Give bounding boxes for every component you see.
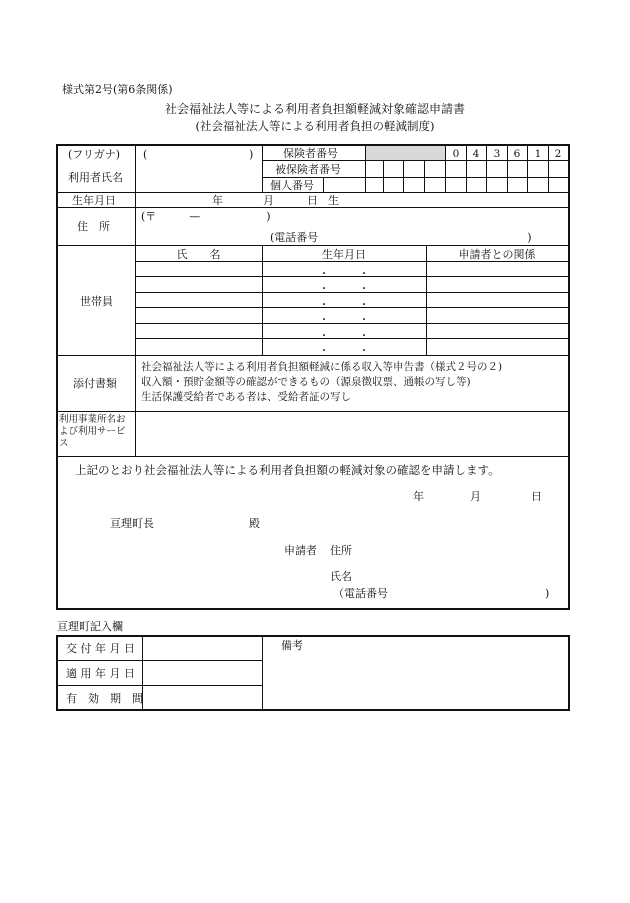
insurer-number-label: 保険者番号 (283, 147, 338, 160)
address-phone[interactable]: (電話番号 ) (270, 231, 532, 244)
insurer-digit: 2 (554, 148, 562, 160)
birth-era-suffix: 生 (328, 194, 339, 207)
form-subtitle: (社会福祉法人等による利用者負担の軽減制度) (195, 119, 435, 133)
row-line (56, 456, 568, 457)
col-line (323, 177, 324, 192)
declaration-year-unit: 年 (413, 490, 424, 503)
table-border-right (568, 144, 570, 610)
issue-date-field[interactable] (144, 637, 260, 659)
address-label: 住 所 (77, 220, 110, 233)
row-line (262, 160, 568, 161)
col-line (135, 144, 136, 456)
household-row-birth-dots[interactable]: ・ ・ (319, 315, 369, 326)
furigana-paren-close: ) (249, 148, 254, 161)
household-col-birth: 生年月日 (322, 248, 366, 261)
office-border-right (568, 635, 570, 711)
declarant-name-label: 氏名 (330, 570, 352, 583)
col-line (445, 160, 446, 192)
insurer-shaded-cell (365, 145, 445, 160)
office-border-left (56, 635, 58, 711)
office-row-line (56, 685, 262, 686)
col-line (424, 160, 425, 192)
col-line (445, 144, 446, 160)
attachment-item: 生活保護受給者である者は、受給者証の写し (141, 391, 351, 403)
service-label: 利用事業所名および利用サービス (59, 414, 126, 449)
insurer-digit: 3 (493, 148, 501, 160)
col-line (548, 144, 549, 192)
col-line (403, 160, 404, 192)
row-line (135, 261, 568, 262)
birth-month-unit: 月 (263, 194, 274, 207)
declarant-phone-close: ) (545, 587, 550, 600)
col-line (507, 144, 508, 192)
attachment-item: 収入額・預貯金額等の確認ができるもの（源泉徴収票、通帳の写し等) (141, 376, 471, 388)
insurer-digit: 4 (472, 148, 480, 160)
apply-date-field[interactable] (144, 662, 260, 684)
addressee-honorific: 殿 (249, 517, 260, 530)
birth-year-unit: 年 (212, 194, 223, 207)
birth-day-unit: 日 (307, 194, 318, 207)
household-col-relation: 申請者との関係 (458, 248, 536, 261)
office-col-line (262, 635, 263, 709)
insured-number-label: 被保険者番号 (275, 163, 341, 176)
household-row-birth-dots[interactable]: ・ ・ (319, 269, 369, 280)
furigana-label: (フリガナ) (68, 148, 121, 161)
office-row-line (56, 660, 262, 661)
col-line (466, 144, 467, 192)
declaration-statement: 上記のとおり社会福祉法人等による利用者負担額の軽減対象の確認を申請します。 (75, 463, 500, 477)
declaration-month-unit: 月 (470, 490, 481, 503)
form-number: 様式第2号(第6条関係) (62, 83, 173, 96)
office-border-bottom (56, 709, 570, 711)
birth-date-label: 生年月日 (72, 194, 116, 207)
row-line (56, 192, 568, 193)
declaration-day-unit: 日 (531, 490, 542, 503)
row-line (262, 177, 568, 178)
service-field[interactable] (137, 413, 566, 454)
personal-number-label: 個人番号 (270, 179, 314, 192)
table-border-top (56, 144, 570, 146)
insurer-digit: 1 (534, 148, 542, 160)
household-row-birth-dots[interactable]: ・ ・ (319, 300, 369, 311)
addressee: 亘理町長 (110, 517, 154, 530)
household-row-birth-dots[interactable]: ・ ・ (319, 284, 369, 295)
household-col-name: 氏 名 (176, 248, 221, 261)
valid-period-label: 有 効 期 間 (66, 692, 143, 705)
remarks-label: 備考 (281, 639, 303, 652)
declarant-label: 申請者 (284, 544, 317, 557)
row-line (56, 245, 568, 246)
attachment-item: 社会福祉法人等による利用者負担額軽減に係る収入等申告書（様式２号の２) (141, 361, 503, 373)
valid-period-field[interactable] (144, 687, 260, 708)
household-label: 世帯員 (80, 295, 113, 308)
household-row-birth-dots[interactable]: ・ ・ (319, 331, 369, 342)
furigana-paren-open: ( (143, 148, 148, 161)
declarant-phone-label: （電話番号 (333, 587, 388, 600)
table-border-bottom (56, 608, 570, 610)
col-line (262, 144, 263, 192)
apply-date-label: 適 用 年 月 日 (66, 667, 135, 680)
col-line (383, 160, 384, 192)
household-row-birth-dots[interactable]: ・ ・ (319, 346, 369, 357)
declarant-address-label: 住所 (330, 544, 352, 557)
office-border-top (56, 635, 570, 637)
furigana-field[interactable] (150, 146, 246, 160)
applicant-name-field[interactable] (137, 162, 259, 190)
postal-code[interactable]: (〒 — ) (141, 210, 271, 223)
col-line (527, 144, 528, 192)
office-section-label: 亘理町記入欄 (57, 620, 123, 633)
form-title: 社会福祉法人等による利用者負担額軽減対象確認申請書 (164, 102, 465, 116)
remarks-field[interactable] (264, 655, 566, 708)
table-border-left (56, 144, 58, 610)
col-line (426, 245, 427, 355)
attachments-label: 添付書類 (73, 377, 117, 390)
row-line (56, 207, 568, 208)
name-label: 利用者氏名 (68, 171, 123, 184)
col-line (365, 144, 366, 192)
issue-date-label: 交 付 年 月 日 (66, 642, 135, 655)
row-line (56, 411, 568, 412)
insurer-digit: 6 (513, 148, 521, 160)
insurer-digit: 0 (452, 148, 460, 160)
col-line (486, 144, 487, 192)
